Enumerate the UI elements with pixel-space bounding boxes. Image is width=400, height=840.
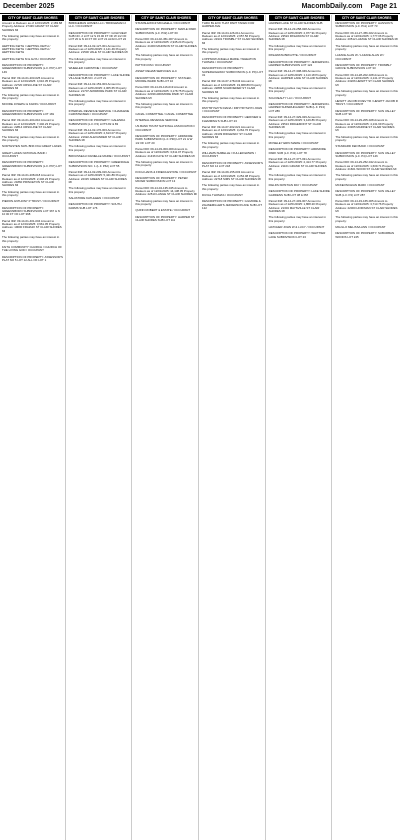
notice-paragraph: The following parties may have an interest in this property: <box>268 43 326 52</box>
notice-paragraph: ASSET REHAB SERVICES LLC <box>135 69 177 74</box>
notice-paragraph: NORTHSTEN NATL BNK FKA GREAT LAKES <box>2 144 62 149</box>
notice-paragraph: DESCRIPTION OF PROPERTY: LAKE SHORE VILLAGE SUB NO. 2 LOT 21 <box>68 72 130 81</box>
notice-paragraph: Parcel ID#: 09-14-33-165-005 Amount to Redeem as of 12/01/2025: 3,713.76 Property Address: 22000 HOFFMAN ST CLAIR SHORES MI <box>335 199 398 214</box>
notice-paragraph: Parcel ID#: 09-14-03-303-009 Amount to Redeem as of 12/01/2025: 3,611.07 Property Address: 21436 KAYE ST CLAIR SHORES MI <box>135 146 195 158</box>
column-header: CITY OF SAINT CLAIR SHORES <box>202 15 264 21</box>
notice-paragraph: FAITH COMMUNITY CHURCH / CHURCH OF THE LIVING GOD / OCCUPANT <box>2 244 62 253</box>
notice-paragraph: Parcel ID#: 09-14-27-377-031 Amount to Redeem as of 12/01/2025: 2,414.77 Property Address: 21101 GRAND ST CLAIR SHORES MI <box>268 156 327 171</box>
notice-paragraph: Parcel ID#: 09-14-29-252-042 Amount to Redeem as of 12/01/2025: 1,609.71 Property Address: 21601 WOOD ST CLAIR SHORES MI <box>335 160 397 171</box>
notice-paragraph: DUVAL THOMAS / OCCUPANT <box>201 193 243 198</box>
notice-paragraph: DESCRIPTION OF PROPERTY: ARDMORE PARK SUB (L.F. P31) LOT 78 <box>268 147 326 155</box>
notice-paragraph: DESCRIPTION OF PROPERTY: JEFFERSON-HARPER SUPERHIGHWAY SUB (L.F. P13) LOT 286 <box>268 101 330 113</box>
notice-paragraph: HATCHER JOHN W & LUCY / OCCUPANT <box>268 225 325 230</box>
notice-paragraph: DESCRIPTION OF PROPERTY: GOLFVIEW SUB NO. 2 LOT 12 S 15.00 FT OF W 1/2 OF LOT 20 & N 10 FT OF LOT 21 ALSO LOT 22 <box>68 30 127 42</box>
notice-paragraph: DESCRIPTION OF PROPERTY: HEFFNER & FLEMMING'S SUB LOT 23 <box>201 115 262 123</box>
notice-paragraph: The following parties may have an interest in this property: <box>201 47 260 55</box>
notice-paragraph: The following parties may have an interest in this property: <box>268 131 326 139</box>
notice-paragraph: DESCRIPTION OF PROPERTY: SUPERHIGHWAY SUBDIVISION (L.F. P9) LOT 31 <box>201 66 263 78</box>
notice-paragraph: WHEELER CHRISTINE / OCCUPANT <box>68 66 118 71</box>
notice-paragraph: The following parties may have an interest in this property: <box>2 189 60 198</box>
notice-paragraph: The following parties may have an interest in this property: <box>335 173 398 181</box>
page-number: Page 21 <box>370 3 397 10</box>
notice-paragraph: PATTON KIM / OCCUPANT <box>135 63 171 68</box>
notice-paragraph: The following parties may have an interest in this property: <box>335 89 398 97</box>
notice-paragraph: Parcel ID#: 09-14-03-116-019 Amount to Redeem as of 12/01/2025: 3,178.75 Property Address: 22039 ARDMORE PARK ST CLAIR SHORES MI <box>135 85 194 100</box>
notice-paragraph: Parcel ID#: 09-14-28-202-028 Amount to Redeem as of 12/01/2025: 4,141.47 Property Address: 23206 HEWITT ST CLAIR SHORES MI <box>335 72 395 87</box>
notice-paragraph: DESCRIPTION OF PROPERTY: LAKE SHORE GARDENS SUB LOT 38 & PM <box>268 189 330 197</box>
notice-paragraph: HEWITT JACOB R REV TR / HEWITT JACOB R TRUST / OCCUPANT <box>335 98 398 107</box>
notice-paragraph: US BANK TRUST NATIONAL ASSOCIATION / OCCUPANT <box>135 124 196 132</box>
notice-paragraph: LAFAVE ALAN W / LAFAVE ALAN W / OCCUPANT <box>335 53 385 61</box>
notice-paragraph: DESCRIPTION OF PROPERTY: SUN VALLEY SUBDIVISION (L.F. P4) LOT 146 <box>335 150 396 158</box>
notice-paragraph: HEPTING KEITH M & ALTA / OCCUPANT <box>2 56 56 61</box>
notice-paragraph: DESCRIPTION OF PROPERTY: PETER MAYER SUBDIVISION LOT 13 <box>135 176 188 184</box>
notice-paragraph: DESCRIPTION OF PROPERTY: SUN VALLEY SUB (L.F. P4) LOT 287 <box>335 189 396 197</box>
notice-paragraph: DESCRIPTION OF PROPERTY: GILMORE & ZAHNEMILLER'S JEFFERSON AVE SUB LOT 122 <box>201 199 263 211</box>
notice-paragraph: PASAWATA BRIGITTE / OCCUPANT <box>268 53 317 58</box>
notice-paragraph: Parcel ID#: 09-14-01-401-004 Amount to Redeem as of 12/01/2025: 3,961.05 Property Address: 19600 FRAZHO ST CLAIR SHORES MI <box>2 218 62 233</box>
notice-paragraph: Amount to Redeem as of 12/01/2025: 2,183.68 Property Address: 27436 GRANT ST CLAIR SHORES MI <box>2 21 63 32</box>
notice-paragraph: DESCRIPTION OF PROPERTY: SUN VALLEY SUB LOT 99 <box>335 108 396 116</box>
notice-paragraph: The following parties may have an interest in this property: <box>135 101 193 110</box>
notice-paragraph: DESCRIPTION OF PROPERTY: SOUTH FARMS SUB LOT 176 <box>68 202 122 210</box>
notice-paragraph: GREAT LAKES NATIONAL BANK / OCCUPANT <box>2 150 48 158</box>
notice-paragraph: Parcel ID#: 09-14-29-205-028 Amount to Redeem as of 12/01/2025: 4,131.69 Property Address: 23305 MARINE ST CLAIR SHORES MI <box>335 118 395 133</box>
notice-paragraph: MOORE JOSEPH & KARIN / OCCUPANT <box>2 102 57 107</box>
column-header: CITY OF SAINT CLAIR SHORES <box>2 15 64 21</box>
notice-paragraph: INTERNAL REVENUE SERVICE <box>135 117 178 122</box>
notice-paragraph: DESCRIPTION OF PROPERTY: ASSESSOR'S PLAT NO 14 LOT 218 <box>201 160 263 168</box>
page-date: December 2025 <box>3 3 55 10</box>
notice-paragraph: DESCRIPTION OF PROPERTY: GREENDALE SUBDIVISION NO. 1 (L.F. P62) LOT 55 <box>68 160 130 168</box>
notice-paragraph: Parcel ID#: 09-14-27-456-022 Amount to Redeem as of 12/01/2025: 1,777.06 Property Address: 20512 LAFAVE ST CLAIR SHORES MI <box>335 30 398 42</box>
notice-paragraph: The following parties may have an interest in this property: <box>68 186 126 194</box>
notice-paragraph: The following parties may have an interest in this property: <box>2 235 60 243</box>
notice-paragraph: The following parties may have an interest in this property: <box>335 215 398 223</box>
notice-column <box>334 15 399 840</box>
notice-paragraph: DESCRIPTION OF PROPERTY: ARDMORE PARK SUBDIVISION (L.F. P30) LOT 21 & W 1/2 OF LOT 20 <box>135 133 193 145</box>
notice-paragraph: The following parties may have an interest in this property: <box>335 134 398 142</box>
notice-paragraph: Parcel ID#: 09-14-02-209-016 Amount to Redeem as of 12/01/2025: 5,441.89 Property Address: 22315 GREEN ST CLAIR SHORES MI <box>68 170 127 185</box>
notice-paragraph: Parcel ID#: 09-14-27-329-029 Amount to Redeem as of 12/01/2025: 3,129.86 Property Address: 23513 RIDGEMONT ST CLAIR SHORES MI <box>268 114 327 129</box>
notice-column <box>268 15 333 840</box>
notice-paragraph: The following parties may have an interest in this property: <box>201 141 260 149</box>
notice-paragraph: DESCRIPTION OF PROPERTY: HARPER ST CLAIR SHORES SUB LOT 111 <box>135 214 195 223</box>
notice-paragraph: DESCRIPTION OF PROPERTY: ASSESSOR'S PLAT NO 5 LOT 12 ALL OF LOT 1 <box>2 254 63 262</box>
notice-paragraph: MOSELEY ERIN MARIE / OCCUPANT <box>268 140 319 145</box>
notice-paragraph: DESCRIPTION OF PROPERTY: GREENSBORO SUBDIVISION LOT 367 & N 10 00 FT OF LOT 368 <box>2 205 60 217</box>
notice-paragraph: The following parties may have an interest in this property: <box>135 198 193 207</box>
notice-paragraph: LOPPNOW ANGELA MARIE / WHEATON THOMAS / OCCUPANT <box>201 56 256 65</box>
notice-paragraph: Parcel ID#: 09-14-02-451-007 Amount to Redeem as of 12/01/2025: 2,945.24 Property Address: 21000 MADISON ST CLAIR SHORES MI <box>135 37 197 52</box>
notice-paragraph: WILLIAMS ISABELLE / FULLER ERWIN / OCCUPANT <box>201 150 256 159</box>
notice-paragraph: The following parties may have an interest in this property: <box>135 159 193 168</box>
notice-paragraph: The following parties may have an interest in this property: <box>2 134 60 142</box>
notice-paragraph: DMYTRYSZYN DIANA / DMYTRYSZYN JOHN / OCCUPANT <box>201 105 263 113</box>
column-header: CITY OF SAINT CLAIR SHORES <box>335 15 398 21</box>
notice-paragraph: STANDARD FED BANK / OCCUPANT <box>335 144 385 149</box>
notice-paragraph: The following parties may have an interest in this property: <box>68 98 126 107</box>
notice-paragraph: Parcel ID#: 09-14-07-202-021 Amount to Redeem as of 12/01/2025: 3,264.76 Property Address: 23109 RIDGEWAY ST CLAIR SHORES MI <box>201 124 260 139</box>
notice-paragraph: SALVATORE KATHLEEN / OCCUPANT <box>68 196 120 201</box>
notice-paragraph: The following parties may have an interest in this property: <box>2 34 60 42</box>
notice-paragraph: DESCRIPTION OF PROPERTY: GREENSBORO SUBDIVISION LOT 181 <box>2 108 55 116</box>
notice-paragraph: The following parties may have an interest in this property: <box>135 53 193 61</box>
site-name: MacombDaily.com <box>301 3 363 10</box>
notice-paragraph: Parcel ID#: 09-14-01-203-025 Amount to Redeem as of 12/01/2025: 4,610.35 Property Address: 22720 URSULINE ST CLAIR SHORES MI <box>2 76 60 91</box>
notice-paragraph: DESCRIPTION OF PROPERTY: GREENSBORO SUBDIVISION (L.F. P67) LOT 290 <box>2 160 62 171</box>
column-header: CITY OF SAINT CLAIR SHORES <box>269 15 331 21</box>
column-header: CITY OF SAINT CLAIR SHORES <box>69 15 131 21</box>
notice-paragraph: Parcel ID#: 09-14-09-155-003 Amount to Redeem as of 12/01/2025: 3,254.08 Property Address: 22718 SIMS ST CLAIR SHORES MI <box>201 170 261 182</box>
notice-paragraph: The following parties may have an interest in this property: <box>201 95 260 104</box>
header-right <box>302 3 397 10</box>
notice-paragraph: PIERON ANTHONY P TRUST / OCCUPANT <box>2 199 60 204</box>
notice-paragraph: Parcel ID#: 09-14-04-126-011 Amount to Redeem as of 12/01/2025: 2,657.56 Property Address: 21931 TROMBLY ST CLAIR SHORES MI <box>201 30 264 45</box>
column-header: CITY OF SAINT CLAIR SHORES <box>135 15 197 21</box>
notice-column <box>134 15 199 840</box>
notice-columns <box>0 15 400 840</box>
notice-paragraph: The following parties may have an interest in this property: <box>2 92 60 100</box>
notice-paragraph: DESCRIPTION OF PROPERTY: GREENSBORO SUBDIVISION (L.F. P67) LOT 149 <box>2 63 62 74</box>
notice-paragraph: Parcel ID#: 09-14-02-153-003 Amount to Redeem as of 12/01/2025: 4,005.65 Property Address: 21707 ARDMORE PARK ST CLAIR SHORES MI <box>68 82 127 97</box>
notice-paragraph: DESCRIPTION OF PROPERTY: STATLER-MOORE-WARD SUB LOT 10 <box>135 75 192 84</box>
notice-paragraph: KOCH HANS & FRIEDA ESTATE / OCCUPANT <box>135 169 197 174</box>
notice-paragraph: BROUSSEAU DANIELLE MARIE / OCCUPANT <box>68 153 130 158</box>
notice-paragraph: THRU BL EXC THAT PART TAKEN FOR HARPER AVE <box>201 21 255 29</box>
notice-paragraph: Parcel ID#: 09-14-01-204-010 Amount to Redeem as of 12/01/2025: 7,440.23 Property Address: 22814 URSULINE ST CLAIR SHORES MI <box>2 118 60 133</box>
notice-paragraph: QUINN ROBERT & ESTATE / OCCUPANT <box>135 208 191 213</box>
notice-paragraph: SCH REALTY LLC / OCCUPANT <box>268 95 312 100</box>
notice-paragraph: DESCRIPTION OF PROPERTY: JEFFERSON-HARPER SUBDIVISION LOT 124 <box>268 59 330 68</box>
notice-paragraph: MCKEONCHIAN MARK / OCCUPANT <box>335 183 385 188</box>
notice-paragraph: The following parties may have an interest in this property: <box>68 144 126 152</box>
notice-paragraph: INTERNAL REVENUE SERVICE / CHARLENE CHRISTENSEN / OCCUPANT <box>68 108 130 116</box>
notice-paragraph: Parcel ID#: 09-14-04-135-045 Amount to Redeem as of 12/01/2025: 14,138.05 Property Address: 22510 LANGE ST CLAIR SHORES MI <box>135 185 197 197</box>
notice-paragraph: HARPER LAKE ST CLAIR SHORES SUB <box>268 21 323 25</box>
notice-paragraph: MAULLO MELISSA ANN / OCCUPANT <box>335 225 386 230</box>
notice-paragraph: Parcel ID#: 09-14-02-176-003 Amount to Redeem as of 12/01/2025: 2,613.07 Property Address: 21922 ALEXANDER ST CLAIR SHORES MI <box>68 127 127 142</box>
notice-column <box>201 15 266 840</box>
notice-paragraph: Parcel ID#: 09-14-27-403-007 Amount to Redeem as of 12/01/2025: 1,868.20 Property Address: 21304 MAYSVILLE ST CLAIR SHORES MI <box>268 199 327 214</box>
notice-paragraph: CANAL COMMITTEE / CANAL COMMITTEE <box>135 111 194 116</box>
notice-paragraph: HEPTING KEITH / HEPTING KEITH / HEPTING KEITH / HEPTING KEITH / HEPTING KEITH <box>2 43 51 55</box>
notice-paragraph: The following parties may have an interest in this property: <box>268 173 326 181</box>
notice-paragraph: The following parties may have an interest in this property: <box>268 85 326 94</box>
notice-paragraph: BRIDGEMAN HOMES LLC / BRIDGEMAN 2 LLC / OCCUPANT <box>68 21 126 29</box>
notice-paragraph: STANISLEWICZ MICHAELA / OCCUPANT <box>135 21 191 25</box>
notice-paragraph: DESCRIPTION OF PROPERTY: MAPLE PARK SUBDIVISION (L.F. P32) LOT 60 <box>135 27 197 35</box>
notice-paragraph: Parcel ID#: 09-14-27-308-049 Amount to Redeem as of 12/01/2025: 1,113.18 Property Address: HARPER LAKE ST CLAIR SHORES MI <box>268 69 328 84</box>
notice-paragraph: Parcel ID#: 09-14-02-127-001 Amount to Redeem as of 12/01/2025: 2,141.49 Property Address: 21500 VALE ST CLAIR SHORES MI <box>68 43 128 55</box>
notice-paragraph: The following parties may have an interest in this property: <box>68 56 126 65</box>
notice-paragraph: The following parties may have an interest in this property: <box>201 183 260 191</box>
notice-paragraph: The following parties may have an interest in this property: <box>268 215 326 223</box>
notice-paragraph: DESCRIPTION OF PROPERTY: SUBURBAN WOODS LOT 245 <box>335 231 395 239</box>
notice-paragraph: DESCRIPTION OF PROPERTY: GALENDA SUBDIVISION (L.F. P4) LOTS 82 & 83 <box>68 118 125 126</box>
notice-paragraph: Parcel ID#: 09-14-01-208-018 Amount to Redeem as of 12/01/2025: 2,446.23 Property Address: 21860 PRINCETON ST CLAIR SHORES MI <box>2 173 60 188</box>
notice-paragraph: Parcel ID#: 09-14-07-178-043 Amount to Redeem as of 12/01/2025: 19,968.89 Property Address: 22895 SCHROEDER ST CLAIR SHORES MI <box>201 79 262 94</box>
notice-paragraph: DESCRIPTION OF PROPERTY: HANSON'S SUBDIVISION (L.F. P11) LOT 73 <box>335 21 393 29</box>
notice-paragraph: DESCRIPTION OF PROPERTY: TROMBLY GROVE SUBDIVISION LOT 33 <box>335 63 392 71</box>
notice-paragraph: The following parties may have an interest in this property: <box>335 43 398 52</box>
notice-paragraph: FIELDS KRISTIAN RAY / OCCUPANT <box>268 183 318 188</box>
notice-column <box>1 15 66 840</box>
notice-paragraph: Parcel ID#: 09-14-23-258-028 Amount to Redeem as of 12/01/2025: 2,977.91 Property Address: 23524 PASAWATA ST CLAIR SHORES MI <box>268 27 327 42</box>
notice-column <box>68 15 133 840</box>
notice-paragraph: DESCRIPTION OF PROPERTY: WHITTIER LAKE SUBDIVISION LOT 23 <box>268 231 326 239</box>
page-header <box>0 0 400 14</box>
